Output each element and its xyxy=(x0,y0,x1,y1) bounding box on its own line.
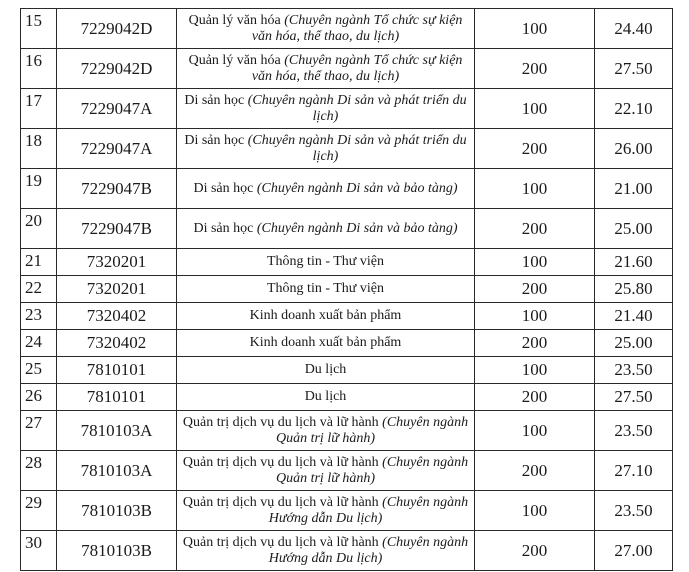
major-code-cell: 7229047A xyxy=(57,89,177,129)
cutoff-score-cell: 27.00 xyxy=(595,531,673,571)
row-number-cell: 16 xyxy=(21,49,57,89)
major-name: Di sản học xyxy=(184,132,248,148)
cutoff-score-cell: 25.80 xyxy=(595,276,673,303)
specialization-name: (Chuyên ngành Tổ chức sự kiện văn hóa, thể thao, du lịch) xyxy=(251,12,463,44)
admission-method-cell: 200 xyxy=(475,209,595,249)
admission-method-cell: 200 xyxy=(475,49,595,89)
row-number-cell: 24 xyxy=(21,330,57,357)
row-number-cell: 26 xyxy=(21,384,57,411)
row-number-cell: 29 xyxy=(21,491,57,531)
row-number-cell: 18 xyxy=(21,129,57,169)
admission-method-cell: 100 xyxy=(475,491,595,531)
major-code-cell: 7810101 xyxy=(57,357,177,384)
major-name-cell xyxy=(177,209,475,249)
major-code-cell: 7229042D xyxy=(57,9,177,49)
admission-method-cell: 100 xyxy=(475,303,595,330)
major-name-cell xyxy=(177,330,475,357)
major-name: Quản trị dịch vụ du lịch và lữ hành xyxy=(182,454,383,470)
major-name: Di sản học xyxy=(193,220,257,236)
specialization-name: (Chuyên ngành Di sản và bảo tàng) xyxy=(256,220,458,236)
cutoff-score-cell: 21.60 xyxy=(595,249,673,276)
table-row xyxy=(21,451,673,491)
admission-method-cell: 200 xyxy=(475,531,595,571)
major-name-cell xyxy=(177,249,475,276)
admission-method-cell: 100 xyxy=(475,169,595,209)
row-number-cell: 28 xyxy=(21,451,57,491)
major-name-cell xyxy=(177,129,475,169)
row-number-cell: 22 xyxy=(21,276,57,303)
major-name-cell xyxy=(177,169,475,209)
table-row xyxy=(21,209,673,249)
major-name: Quản lý văn hóa xyxy=(188,52,285,68)
major-name: Du lịch xyxy=(304,362,347,377)
major-name: Kinh doanh xuất bản phẩm xyxy=(249,335,402,350)
admission-score-table xyxy=(20,8,673,571)
specialization-name: (Chuyên ngành Quản trị lữ hành) xyxy=(275,454,469,486)
table-row xyxy=(21,531,673,571)
admission-method-cell: 100 xyxy=(475,249,595,276)
table-row xyxy=(21,303,673,330)
cutoff-score-cell: 23.50 xyxy=(595,411,673,451)
specialization-name: (Chuyên ngành Di sản và bảo tàng) xyxy=(256,180,458,196)
cutoff-score-cell: 25.00 xyxy=(595,209,673,249)
specialization-name: (Chuyên ngành Di sản và phát triển du lịch) xyxy=(247,132,467,164)
row-number-cell: 27 xyxy=(21,411,57,451)
admission-method-cell: 100 xyxy=(475,89,595,129)
cutoff-score-cell: 24.40 xyxy=(595,9,673,49)
major-name: Quản trị dịch vụ du lịch và lữ hành xyxy=(182,414,383,430)
admission-method-cell: 200 xyxy=(475,129,595,169)
admission-method-cell: 100 xyxy=(475,357,595,384)
table-row xyxy=(21,249,673,276)
admission-method-cell: 200 xyxy=(475,384,595,411)
table-row xyxy=(21,169,673,209)
major-code-cell: 7320201 xyxy=(57,276,177,303)
specialization-name: (Chuyên ngành Tổ chức sự kiện văn hóa, thể thao, du lịch) xyxy=(251,52,463,84)
row-number-cell: 21 xyxy=(21,249,57,276)
table-row xyxy=(21,276,673,303)
admission-method-cell: 100 xyxy=(475,9,595,49)
major-code-cell: 7229042D xyxy=(57,49,177,89)
major-code-cell: 7810103B xyxy=(57,491,177,531)
major-code-cell: 7320201 xyxy=(57,249,177,276)
major-name: Du lịch xyxy=(304,389,347,404)
major-name-cell xyxy=(177,411,475,451)
major-code-cell: 7229047B xyxy=(57,209,177,249)
major-name-cell xyxy=(177,89,475,129)
major-name: Thông tin - Thư viện xyxy=(267,281,384,296)
table-row xyxy=(21,411,673,451)
cutoff-score-cell: 27.50 xyxy=(595,49,673,89)
table-body xyxy=(21,9,673,571)
cutoff-score-cell: 27.10 xyxy=(595,451,673,491)
row-number-cell: 30 xyxy=(21,531,57,571)
major-name-cell xyxy=(177,49,475,89)
major-name: Kinh doanh xuất bản phẩm xyxy=(249,308,402,323)
table-row xyxy=(21,357,673,384)
specialization-name: (Chuyên ngành Di sản và phát triển du lịch) xyxy=(247,92,467,124)
cutoff-score-cell: 27.50 xyxy=(595,384,673,411)
major-code-cell: 7810101 xyxy=(57,384,177,411)
row-number-cell: 17 xyxy=(21,89,57,129)
admission-method-cell: 200 xyxy=(475,330,595,357)
cutoff-score-cell: 23.50 xyxy=(595,357,673,384)
specialization-name: (Chuyên ngành Quản trị lữ hành) xyxy=(275,414,469,446)
major-code-cell: 7320402 xyxy=(57,303,177,330)
major-name: Quản lý văn hóa xyxy=(188,12,285,28)
specialization-name: (Chuyên ngành Hướng dẫn Du lịch) xyxy=(268,534,469,566)
major-code-cell: 7320402 xyxy=(57,330,177,357)
admission-method-cell: 100 xyxy=(475,411,595,451)
major-name-cell xyxy=(177,357,475,384)
major-name: Quản trị dịch vụ du lịch và lữ hành xyxy=(182,494,383,510)
major-name: Di sản học xyxy=(184,92,248,108)
major-name-cell xyxy=(177,384,475,411)
cutoff-score-cell: 23.50 xyxy=(595,491,673,531)
major-code-cell: 7229047A xyxy=(57,129,177,169)
major-name-cell xyxy=(177,451,475,491)
admission-method-cell: 200 xyxy=(475,451,595,491)
row-number-cell: 20 xyxy=(21,209,57,249)
cutoff-score-cell: 21.40 xyxy=(595,303,673,330)
table-row xyxy=(21,491,673,531)
major-name: Quản trị dịch vụ du lịch và lữ hành xyxy=(182,534,383,550)
major-name: Thông tin - Thư viện xyxy=(267,254,384,269)
major-name-cell xyxy=(177,491,475,531)
cutoff-score-cell: 25.00 xyxy=(595,330,673,357)
major-code-cell: 7810103A xyxy=(57,451,177,491)
admission-method-cell: 200 xyxy=(475,276,595,303)
major-code-cell: 7810103A xyxy=(57,411,177,451)
table-row xyxy=(21,129,673,169)
table-row xyxy=(21,49,673,89)
major-name-cell xyxy=(177,303,475,330)
major-code-cell: 7810103B xyxy=(57,531,177,571)
major-name-cell xyxy=(177,531,475,571)
table-row xyxy=(21,330,673,357)
specialization-name: (Chuyên ngành Hướng dẫn Du lịch) xyxy=(268,494,469,526)
major-name: Di sản học xyxy=(193,180,257,196)
row-number-cell: 15 xyxy=(21,9,57,49)
cutoff-score-cell: 22.10 xyxy=(595,89,673,129)
cutoff-score-cell: 21.00 xyxy=(595,169,673,209)
row-number-cell: 19 xyxy=(21,169,57,209)
row-number-cell: 23 xyxy=(21,303,57,330)
major-name-cell xyxy=(177,276,475,303)
major-name-cell xyxy=(177,9,475,49)
row-number-cell: 25 xyxy=(21,357,57,384)
table-row xyxy=(21,384,673,411)
major-code-cell: 7229047B xyxy=(57,169,177,209)
cutoff-score-cell: 26.00 xyxy=(595,129,673,169)
table-row xyxy=(21,89,673,129)
table-row xyxy=(21,9,673,49)
